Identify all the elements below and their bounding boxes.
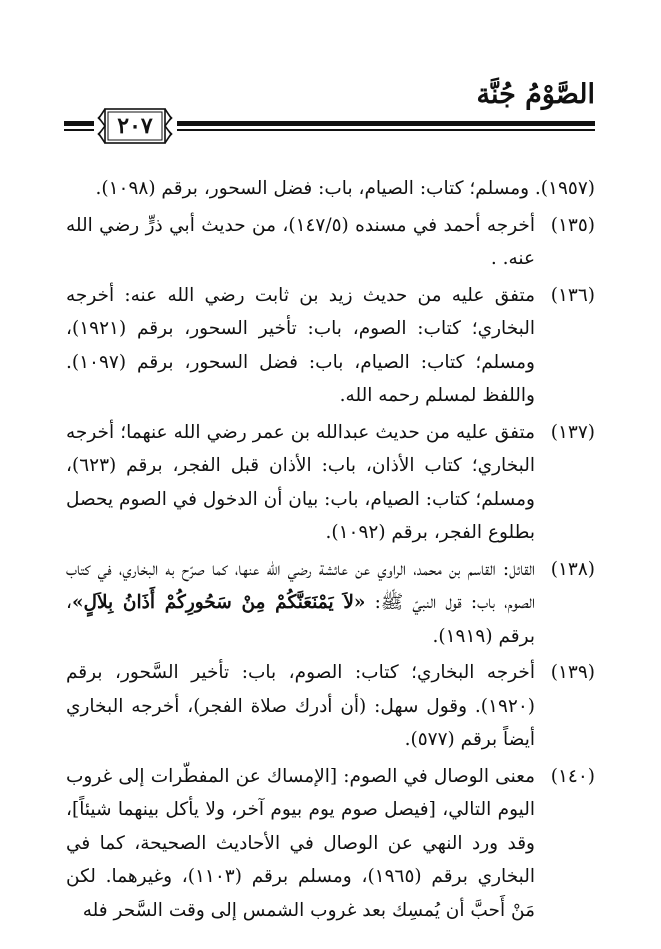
footnote-number: (١٣٧) bbox=[550, 421, 595, 443]
footnote-135 bbox=[66, 209, 595, 276]
footnote-number: (١٣٥) bbox=[550, 214, 595, 236]
footnote-text-before: القائل: القاسم بن محمد، الراوي عن عائشة رضي الله عنها، كما صرّح به البخاري، في كتاب الصوم، باب: قول النبيّ ﷺ: bbox=[66, 558, 536, 613]
footnote-text: معنى الوصال في الصوم: [الإمساك عن المفطّرات إلى غروب اليوم التالي، [فيصل صوم يوم بيوم آخر، ولا يأكل بينهما شيئاً]، وقد ورد النهي عن الوصال في الأحاديث الصحيحة، كما في البخاري برقم (١٩٦٥)، ومسلم برقم (١١٠٣)، وغيرهما. لكن مَنْ أَحبَّ أن يُمسِك بعد غروب الشمس إلى وقت السَّحر فله bbox=[66, 765, 535, 921]
footnotes bbox=[66, 172, 595, 930]
footnote-140 bbox=[66, 760, 595, 928]
header-rule-stub-thick bbox=[64, 121, 94, 126]
footnote-138 bbox=[66, 553, 595, 654]
footnote-137 bbox=[66, 416, 595, 550]
footnote-text: متفق عليه من حديث عبدالله بن عمر رضي الله عنهما؛ أخرجه البخاري؛ كتاب الأذان، باب: الأذان قبل الفجر، برقم (٦٢٣)، ومسلم؛ كتاب: الصيام، باب: بيان أن الدخول في الصوم يحصل بطلوع الفجر، برقم (١٠٩٢). bbox=[65, 421, 535, 543]
footnote-139 bbox=[66, 656, 595, 757]
footnote-text-after: ، برقم (١٩١٩). bbox=[66, 592, 535, 647]
header-rule-thick bbox=[177, 121, 595, 126]
footnote-text: أخرجه البخاري؛ كتاب: الصوم، باب: تأخير السَّحور، برقم (١٩٢٠). وقول سهل: (أن أدرك صلاة الفجر)، أخرجه البخاري أيضاً برقم (٥٧٧). bbox=[66, 662, 535, 750]
page-number: ٢٠٧ bbox=[117, 113, 153, 139]
running-title: الصَّوْمُ جُنَّة bbox=[476, 79, 595, 110]
footnote-136 bbox=[66, 279, 595, 413]
hadith-quote: «لاَ يَمْنَعَنَّكُمْ مِنْ سَحُورِكُمْ أَذَانُ بِلاَلٍ» bbox=[71, 592, 366, 613]
footnote-text: متفق عليه من حديث زيد بن ثابت رضي الله عنه: أخرجه البخاري؛ كتاب: الصوم، باب: تأخير السحور، برقم (١٩٢١)، ومسلم؛ كتاب: الصيام، باب: فضل السحور، برقم (١٠٩٧). واللفظ لمسلم رحمه الله. bbox=[66, 284, 535, 406]
footnote-number: (١٣٦) bbox=[550, 284, 595, 306]
footnote-text: أخرجه أحمد في مسنده (١٤٧/٥)، من حديث أبي ذرٍّ رضي الله عنه. . bbox=[66, 214, 535, 269]
footnote-text: (١٩٥٧). ومسلم؛ كتاب: الصيام، باب: فضل السحور، برقم (١٠٩٨). bbox=[95, 178, 595, 199]
footnote-number: (١٣٨) bbox=[550, 558, 595, 580]
footnote-number: (١٣٩) bbox=[550, 662, 595, 683]
header-rule-stub-thin bbox=[64, 129, 94, 131]
footnote-continuation bbox=[66, 172, 595, 206]
footnote-text bbox=[66, 553, 535, 654]
page-number-frame bbox=[96, 106, 174, 146]
header-rule-thin bbox=[177, 129, 595, 131]
footnote-number: (١٤٠) bbox=[550, 765, 595, 787]
